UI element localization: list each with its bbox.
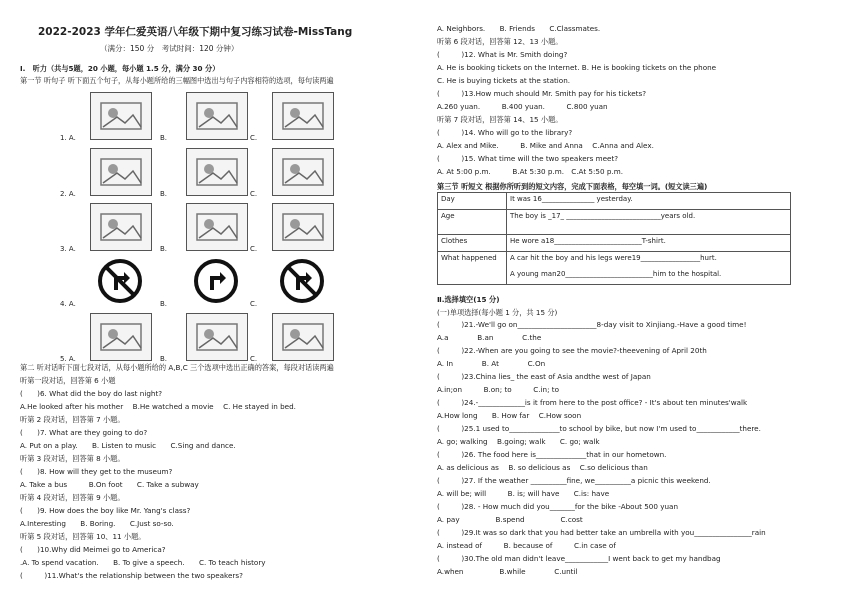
question-line: ( )24.-_____________is it from here to the post office? - It's about ten minutes'walk <box>437 398 748 407</box>
table-row-label: Clothes <box>438 235 507 252</box>
table-row-label: Day <box>438 193 507 210</box>
question-line: ( )26. The food here is______________that in our hometown. <box>437 450 667 459</box>
score-time-info: （满分：150 分 考试时间：120 分钟） <box>100 44 239 53</box>
picture-option-label: C. <box>250 245 258 253</box>
picture-option-label: B. <box>160 190 168 198</box>
section-3-heading: 第三节 听短文 根据你所听到的短文内容，完成下面表格，每空填一词。(短文读三遍) <box>437 182 708 191</box>
question-line: ( )11.What's the relationship between the two speakers? <box>20 571 243 580</box>
question-line: A. Put on a play. B. Listen to music C.Sing and dance. <box>20 441 236 450</box>
question-line: A. In B. At C.On <box>437 359 546 368</box>
left-column <box>20 0 415 607</box>
question-line: A. Take a bus B.On foot C. Take a subway <box>20 480 199 489</box>
question-line: 听第 3 段对话，回答第 8 小题。 <box>20 454 125 463</box>
table-row-value: He wore a18_________________________T-shirt. <box>507 235 791 252</box>
table-row-value: A young man20_________________________him to the hospital. <box>507 268 791 285</box>
girl-icon <box>90 92 152 140</box>
turn-left-sign-icon <box>186 258 246 304</box>
question-line: ( )23.China lies_ the east of Asia andthe west of Japan <box>437 372 651 381</box>
table-row-label: Age <box>438 210 507 235</box>
picture-option-label: C. <box>250 134 258 142</box>
question-line: ( )9. How does the boy like Mr. Yang's class? <box>20 506 191 515</box>
question-line: A. will be; will B. is; will have C.is: have <box>437 489 610 498</box>
table-row <box>438 210 791 235</box>
cake-icon <box>186 92 248 140</box>
question-line: ( )21.-We'll go on______________________8-day visit to Xinjiang.-Have a good time! <box>437 320 747 329</box>
question-line: ( )7. What are they going to do? <box>20 428 148 437</box>
question-line: ( )12. What is Mr. Smith doing? <box>437 50 568 59</box>
face-icon <box>272 92 334 140</box>
picture-option-label: C. <box>250 300 258 308</box>
question-line: C. He is buying tickets at the station. <box>437 76 571 85</box>
picture-option-label: C. <box>250 190 258 198</box>
no-right-turn-sign-icon <box>272 258 332 304</box>
picture-option-label: 4. A. <box>60 300 76 308</box>
picture-option-label: 2. A. <box>60 190 76 198</box>
question-line: 听第 5 段对话，回答第 10、11 小题。 <box>20 532 146 541</box>
question-line: 听第 6 段对话，回答第 12、13 小题。 <box>437 37 563 46</box>
table-row <box>438 252 791 269</box>
section-2-subheading: (一)单项选择(每小题 1 分，共 15 分) <box>437 308 558 317</box>
question-line: A. He is booking tickets on the Internet. B. He is booking tickets on the phone <box>437 63 717 72</box>
table-row-value: The boy is _17_ ___________________________years old. <box>507 210 791 235</box>
question-line: A.a B.an C.the <box>437 333 542 342</box>
question-line: ( )10.Why did Meimei go to America? <box>20 545 166 554</box>
question-line: ( )25.1 used to______________to school by bike, but now I'm used to____________there. <box>437 424 761 433</box>
question-line: A. as delicious as B. so delicious as C.so delicious than <box>437 463 648 472</box>
question-line: A. go; walking B.going; walk C. go; walk <box>437 437 600 446</box>
picture-option-label: C. <box>250 355 258 363</box>
question-line: ( )22.-When are you going to see the movie?-theevening of April 20th <box>437 346 707 355</box>
picture-option-label: B. <box>160 134 168 142</box>
table-row <box>438 193 791 210</box>
question-line: A. pay B.spend C.cost <box>437 515 583 524</box>
question-line: A. instead of B. because of C.in case of <box>437 541 616 550</box>
question-line: ( )29.It was so dark that you had better take an umbrella with you________________rain <box>437 528 766 537</box>
airplane-icon <box>186 313 248 361</box>
question-line: ( )27. If the weather __________fine, we__________a picnic this weekend. <box>437 476 711 485</box>
question-line: ( )30.The old man didn't leave____________I went back to get my handbag <box>437 554 721 563</box>
mountain-peak-icon <box>272 203 334 251</box>
question-line: A.Interesting B. Boring. C.Just so-so. <box>20 519 174 528</box>
question-line: ( )8. How will they get to the museum? <box>20 467 173 476</box>
mountain-icon <box>90 203 152 251</box>
no-u-turn-sign-icon <box>90 258 150 304</box>
helmet-icon <box>186 148 248 196</box>
question-line: ( )14. Who will go to the library? <box>437 128 573 137</box>
question-line: 听第 4 段对话，回答第 9 小题。 <box>20 493 125 502</box>
question-line: A. Neighbors. B. Friends C.Classmates. <box>437 24 601 33</box>
question-line: 听第 2 段对话，回答第 7 小题。 <box>20 415 125 424</box>
section-2-heading: Ⅱ.选择填空(15 分) <box>437 295 500 304</box>
page-title: 2022-2023 学年仁爱英语八年级下期中复习练习试卷-MissTang <box>38 26 353 38</box>
section-1-heading: I. 听力（共与5题，20 小题，每小题 1.5 分，满分 30 分） <box>20 64 220 73</box>
picture-option-label: B. <box>160 300 168 308</box>
table-row <box>438 235 791 252</box>
question-line: A.in;on B.on; to C.in; to <box>437 385 559 394</box>
question-line: ( )15. What time will the two speakers meet? <box>437 154 619 163</box>
question-line: A.260 yuan. B.400 yuan. C.800 yuan <box>437 102 608 111</box>
right-column <box>437 0 837 607</box>
question-line: A.How long B. How far C.How soon <box>437 411 582 420</box>
bicycle-icon <box>90 148 152 196</box>
picture-option-label: 3. A. <box>60 245 76 253</box>
section-1-part-1: 第一节 听句子 听下面五个句子，从每小题所给的三幅图中选出与句子内容相符的选项，每句读两遍 <box>20 76 334 85</box>
table-row-label <box>438 268 507 285</box>
hill-icon <box>186 203 248 251</box>
table-row-label: What happened <box>438 252 507 269</box>
section-1-part-2: 第二 听对话听下面七段对话，从每小题所给的 A,B,C 三个选项中选出正确的答案，每段对话读两遍 <box>20 363 334 372</box>
picture-option-label: 1. A. <box>60 134 76 142</box>
question-line: 听第 7 段对话，回答第 14、15 小题。 <box>437 115 563 124</box>
picture-option-label: B. <box>160 245 168 253</box>
listening-table <box>437 192 791 285</box>
question-line: A.He looked after his mother B.He watched a movie C. He stayed in bed. <box>20 402 296 411</box>
question-line: A. At 5:00 p.m. B.At 5:30 p.m. C.At 5:50 p.m. <box>437 167 623 176</box>
question-line: 听第一段对话，回答第 6 小题 <box>20 376 116 385</box>
question-line: ( )6. What did the boy do last night? <box>20 389 163 398</box>
question-line: A. Alex and Mike. B. Mike and Anna C.Anna and Alex. <box>437 141 654 150</box>
question-line: .A. To spend vacation. B. To give a speech. C. To teach history <box>20 558 266 567</box>
gloves-icon <box>272 148 334 196</box>
table-row-value: A car hit the boy and his legs were19_________________hurt. <box>507 252 791 269</box>
train-icon <box>90 313 152 361</box>
question-line: ( )13.How much should Mr. Smith pay for his tickets? <box>437 89 647 98</box>
bus-icon <box>272 313 334 361</box>
picture-option-label: 5. A. <box>60 355 76 363</box>
question-line: ( )28. - How much did you_______for the bike -About 500 yuan <box>437 502 679 511</box>
table-row <box>438 268 791 285</box>
picture-option-label: B. <box>160 355 168 363</box>
table-row-value: It was 16_______________ yesterday. <box>507 193 791 210</box>
question-line: A.when B.while C.until <box>437 567 578 576</box>
